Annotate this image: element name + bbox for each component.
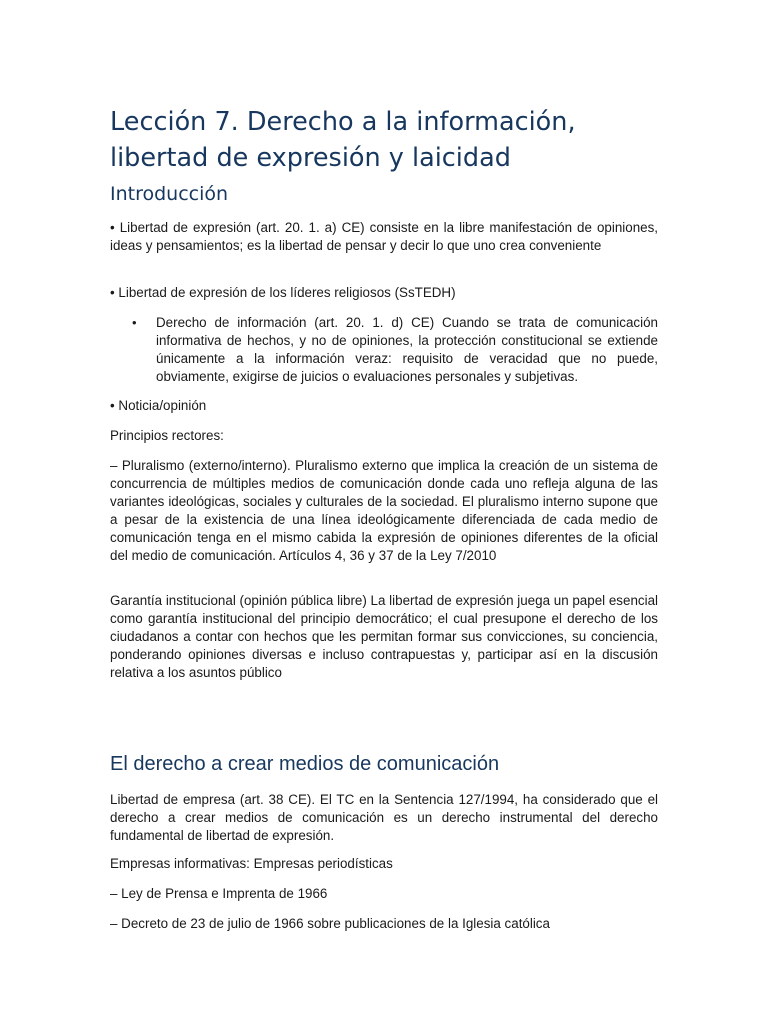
paragraph-principios-rectores: Principios rectores: — [110, 428, 224, 443]
paragraph-garantia-institucional: Garantía institucional (opinión pública libre) La libertad de expresión juega un papel esencial como garantía institucional del principio democrático; el cual presupone el derecho de los ciudadanos a contar con hechos que les permitan formar sus convicciones, su conciencia, ponderando opiniones diversas e incluso contrapuestas y, participar así en la discusión relativa a los asuntos público — [110, 593, 658, 680]
document-title: Lección 7. Derecho a la información, libertad de expresión y laicidad — [110, 107, 576, 173]
paragraph-noticia-opinion: • Noticia/opinión — [110, 398, 207, 413]
list-item-decreto: – Decreto de 23 de julio de 1966 sobre publicaciones de la Iglesia católica — [110, 916, 550, 931]
paragraph-empresas-informativas: Empresas informativas: Empresas periodísticas — [110, 856, 393, 871]
paragraph-pluralismo: – Pluralismo (externo/interno). Pluralismo externo que implica la creación de un sistema de concurrencia de múltiples medios de comunicación donde cada uno refleja alguna de las variantes ideológicas, sociales y culturales de la sociedad. El pluralismo interno supone que a pesar de la existencia de una línea ideológicamente diferenciada de cada medio de comunicación tenga en el mismo cabida la expresión de opiniones diferentes de la oficial del medio de comunicación. Artículos 4, 36 y 37 de la Ley 7/2010 — [110, 458, 658, 563]
section-heading-introduccion: Introducción — [110, 183, 229, 205]
paragraph-lideres-religiosos: • Libertad de expresión de los líderes religiosos (SsTEDH) — [110, 285, 456, 300]
paragraph-libertad-expresion: • Libertad de expresión (art. 20. 1. a) CE) consiste en la libre manifestación de opiniones, ideas y pensamientos; es la libertad de pensar y decir lo que uno crea conveniente — [110, 220, 658, 253]
bullet-dot-icon: • — [132, 315, 137, 330]
section-heading-crear-medios: El derecho a crear medios de comunicación — [110, 753, 500, 775]
list-item-ley-prensa: – Ley de Prensa e Imprenta de 1966 — [110, 886, 328, 901]
bullet-derecho-informacion-text: Derecho de información (art. 20. 1. d) CE) Cuando se trata de comunicación informativa de hechos, y no de opiniones, la protección constitucional se extiende únicamente a la información veraz: requisito de veracidad que no puede, obviamente, exigirse de juicios o evaluaciones personales y subjetivas. — [156, 315, 658, 384]
paragraph-libertad-empresa: Libertad de empresa (art. 38 CE). El TC en la Sentencia 127/1994, ha considerado que el derecho a crear medios de comunicación es un derecho instrumental del derecho fundamental de libertad de expresión. — [110, 792, 658, 843]
